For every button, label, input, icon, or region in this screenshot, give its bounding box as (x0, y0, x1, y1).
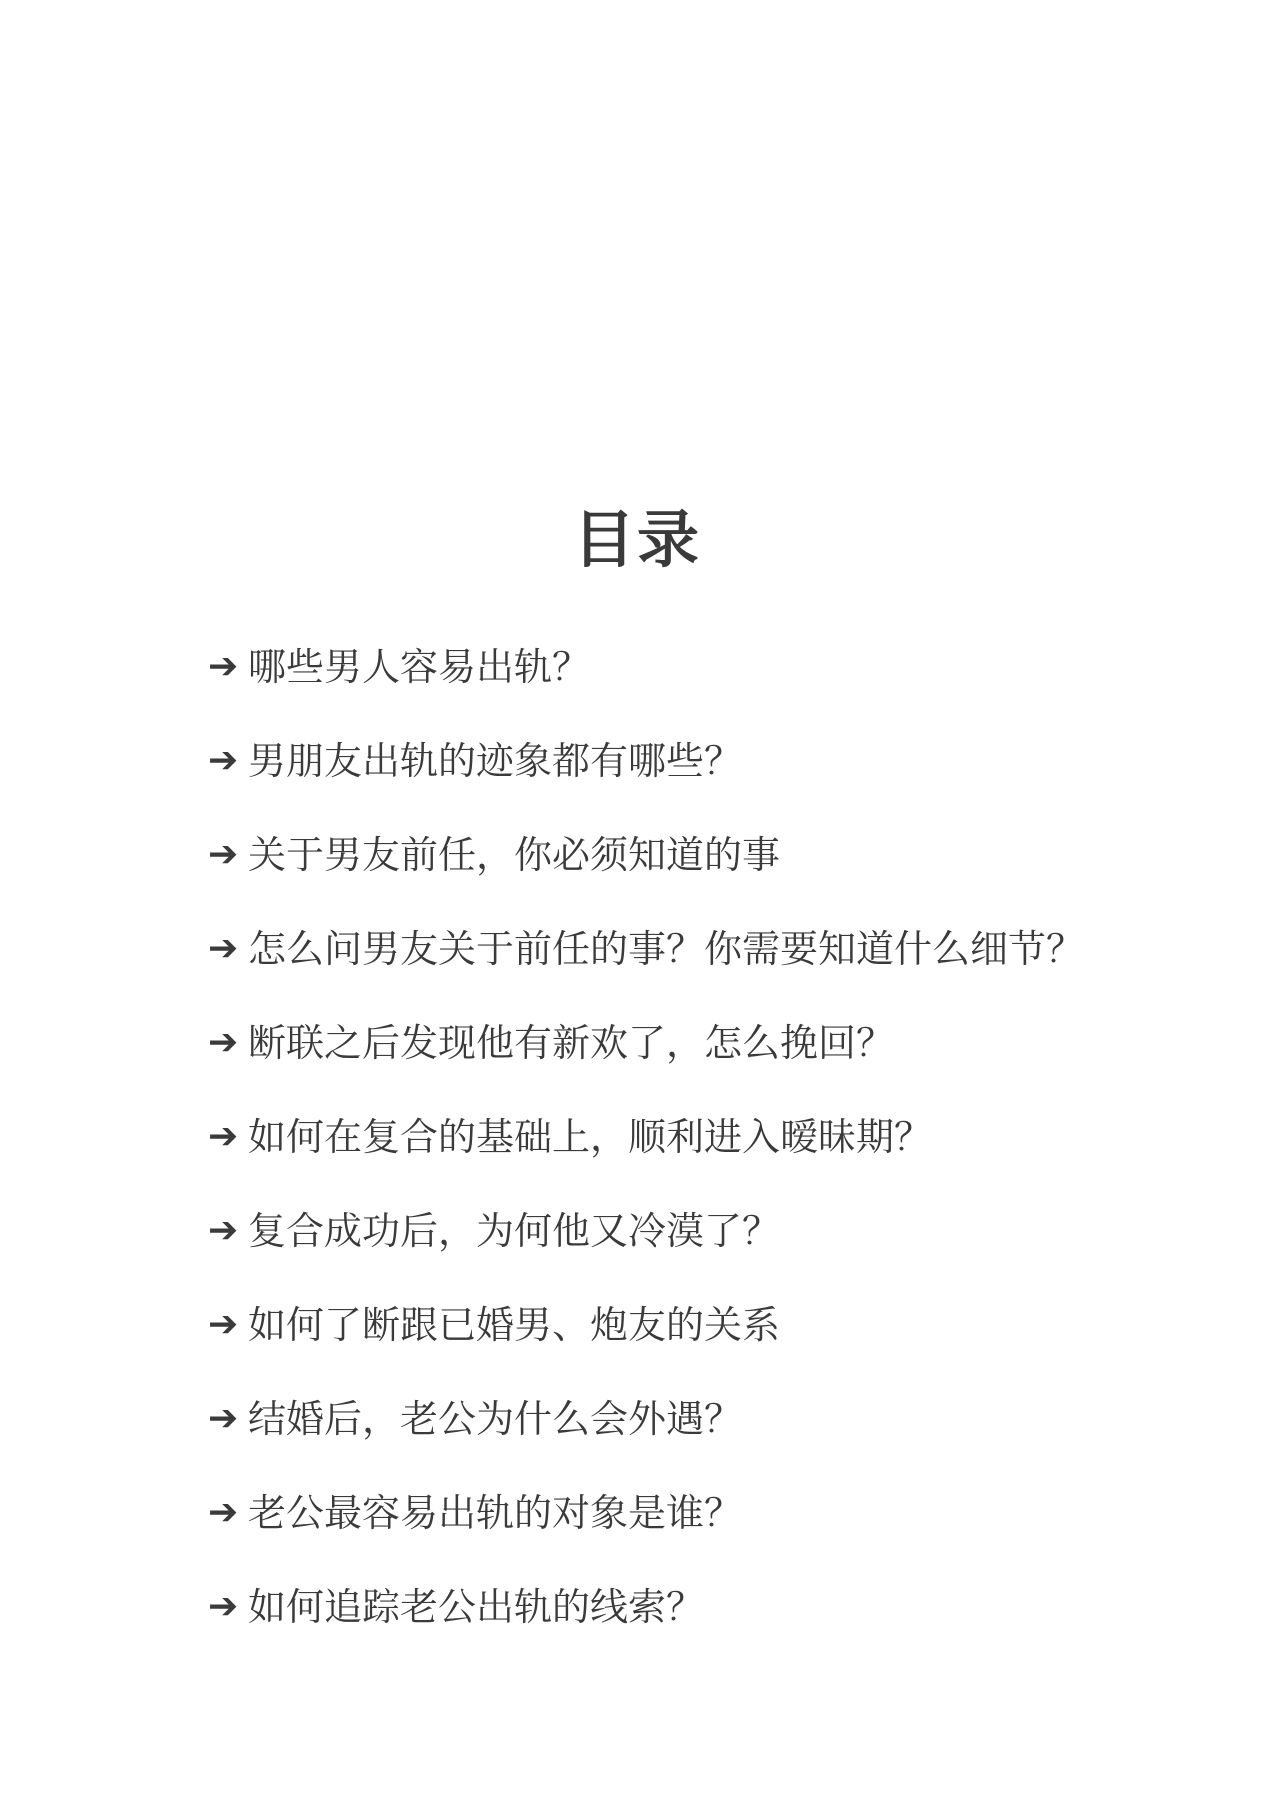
arrow-right-icon: ➔ (208, 928, 239, 969)
arrow-right-icon: ➔ (208, 1586, 239, 1627)
page-title: 目录 (572, 503, 701, 576)
toc-list (208, 620, 1088, 1654)
toc-item[interactable] (208, 1372, 1088, 1466)
toc-item-label: 怎么问男友关于前任的事？你需要知道什么细节？ (248, 927, 1085, 971)
toc-item[interactable] (208, 1278, 1088, 1372)
toc-item-label: 结婚后，老公为什么会外遇？ (248, 1397, 743, 1441)
arrow-right-icon: ➔ (208, 740, 239, 781)
toc-item[interactable] (208, 996, 1088, 1090)
toc-item[interactable] (208, 1090, 1088, 1184)
toc-item-label: 复合成功后，为何他又冷漠了？ (248, 1209, 781, 1253)
toc-item-label: 断联之后发现他有新欢了，怎么挽回？ (248, 1021, 895, 1065)
arrow-right-icon: ➔ (208, 1210, 239, 1251)
toc-item[interactable] (208, 714, 1088, 808)
arrow-right-icon: ➔ (208, 1116, 239, 1157)
toc-item[interactable] (208, 1466, 1088, 1560)
toc-item-label: 如何在复合的基础上，顺利进入暧昧期？ (248, 1115, 933, 1159)
toc-item[interactable] (208, 902, 1088, 996)
toc-item-label: 关于男友前任，你必须知道的事 (248, 833, 781, 877)
toc-item[interactable] (208, 1560, 1088, 1654)
toc-item-label: 男朋友出轨的迹象都有哪些？ (248, 739, 743, 783)
toc-item[interactable] (208, 808, 1088, 902)
toc-item-label: 哪些男人容易出轨？ (248, 645, 591, 689)
arrow-right-icon: ➔ (208, 1022, 239, 1063)
toc-item[interactable] (208, 620, 1088, 714)
arrow-right-icon: ➔ (208, 1398, 239, 1439)
arrow-right-icon: ➔ (208, 834, 239, 875)
toc-item-label: 如何了断跟已婚男、炮友的关系 (248, 1303, 781, 1347)
toc-item-label: 老公最容易出轨的对象是谁？ (248, 1491, 743, 1535)
arrow-right-icon: ➔ (208, 1492, 239, 1533)
toc-item-label: 如何追踪老公出轨的线索？ (248, 1585, 705, 1629)
arrow-right-icon: ➔ (208, 1304, 239, 1345)
toc-item[interactable] (208, 1184, 1088, 1278)
arrow-right-icon: ➔ (208, 646, 239, 687)
